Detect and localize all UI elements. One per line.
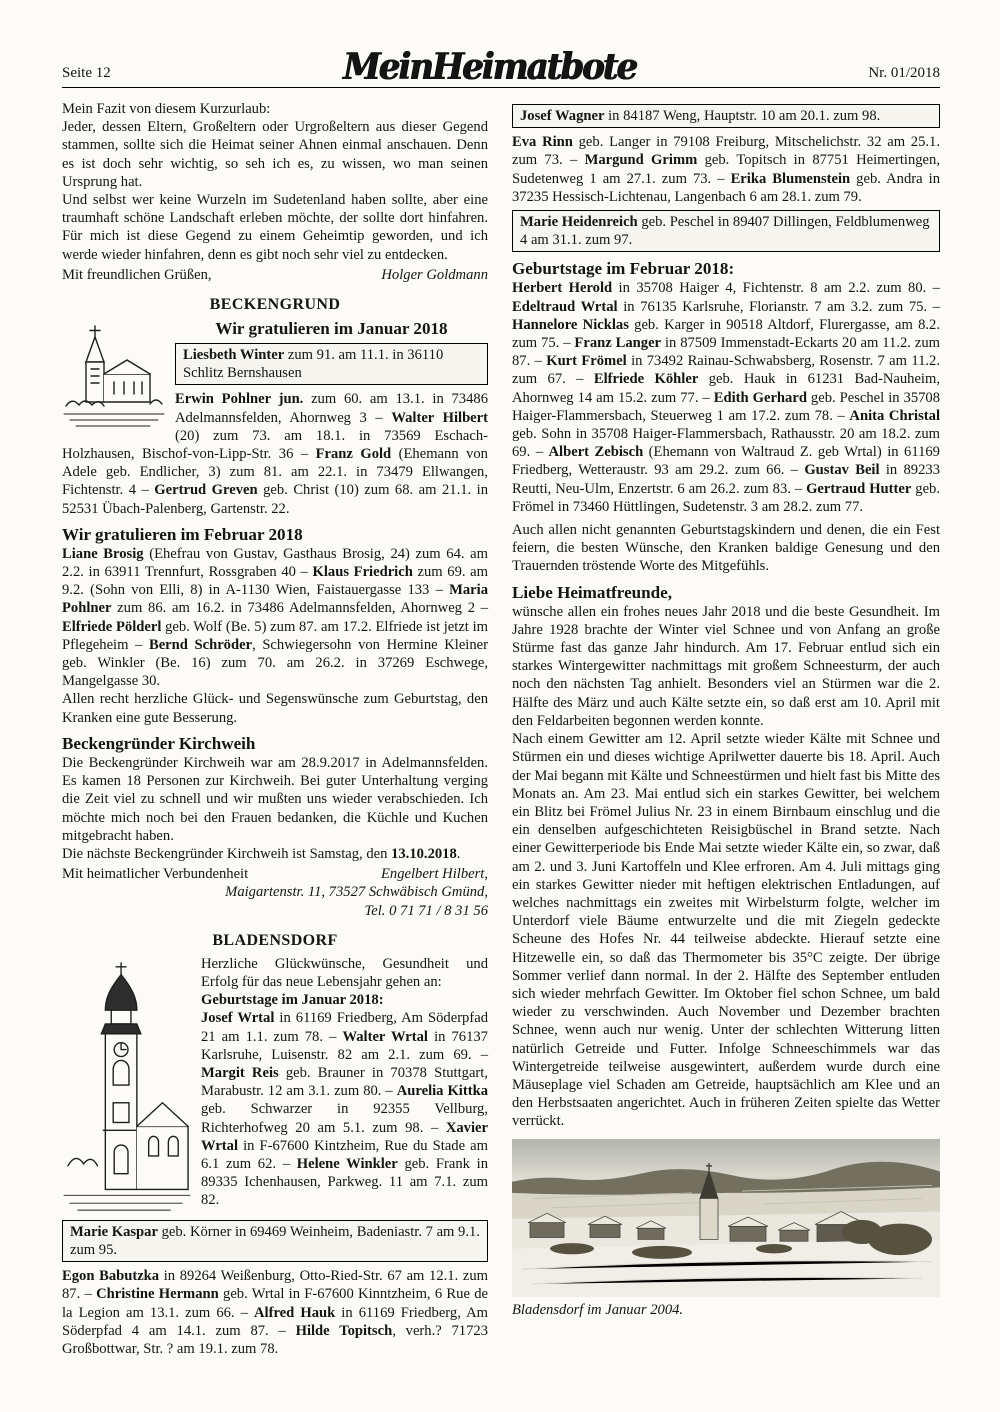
winter-village-photo-image <box>512 1139 940 1297</box>
right-february-wishes: Auch allen nicht genannten Geburtstagskindern und denen, die ein Fest feiern, die besten Wünsche, den Kranken baldige Genesung und den Trauernden tröstende Worte des Mitgefühls. <box>512 522 940 575</box>
intro-signature: Holger Goldmann <box>381 266 488 283</box>
intro-paragraph-2: Und selbst wer keine Wurzeln im Sudetenland haben sollte, aber eine traumhaft schöne Landschaft erleben möchte, der sollte dort hinfahren. Für mich ist diese Gegend zu einem Geheimtip geworden, und ich werde wieder hinfahren, denn es gibt noch sehr viel zu entdecken. <box>62 192 488 263</box>
bladensdorf-intro: Herzliche Glückwünsche, Gesundheit und Erfolg für das neue Lebensjahr gehen an: <box>201 955 488 990</box>
intro-closing: Mit freundlichen Grüßen, <box>62 266 212 283</box>
birthday-box-liesbeth-winter: Liesbeth Winter zum 91. am 11.1. in 36110 Schlitz Bernshausen <box>175 343 488 385</box>
beckengrund-january-text: Erwin Pohlner jun. zum 60. am 13.1. in 73486 Adelmannsfelden, Ahornweg 3 – Walter Hilbert (20) zum 73. am 18.1. in 73569 Eschach-Holzhausen, Bischof-von-Lipp-Str. 36 – Franz Gold (Ehemann von Adele geb. Endlicher, 3) zum 81. am 22.1. in 73479 Ellwangen, Fichtenstr. 4 – Gertrud Greven geb. Christ (10) zum 68. am 21.1. in 52531 Übach-Palenberg, Gartenstr. 22. <box>62 391 489 517</box>
intro-lead-line: Mein Fazit von diesem Kurzurlaub: <box>62 101 271 117</box>
kirchweih-next-date: Die nächste Beckengründer Kirchweih ist Samstag, den 13.10.2018. <box>62 845 461 862</box>
beckengrund-february-wishes: Allen recht herzliche Glück- und Segenswünsche zum Geburtstag, den Kranken eine gute Besserung. <box>62 691 488 726</box>
letter-paragraph-2: Nach einem Gewitter am 12. April setzte wieder Kälte mit Schnee und Stürmen ein und dieses wichtige Aprilwetter dauerte bis 18. April. Auch der Mai begann mit Kälte und Schneestürmen und hielt fast bis Mitte des Monats an. Am 23. Mai entlud sich ein starkes Gewitter, bei welchem ein Blitz bei Frömel Julius Nr. 23 in einem Birnbaum einschlug und die ein denselben aufgeschichteten Reisigbüschel in Brand setzte. Nach einer Gewitterperiode bis Ende Mai setzte wieder Kälte ein, so zwar, daß am 2. und 3. Juni Kartoffeln und Klee erfroren. Am 4. Juli mittags ging ein starkes Gewitter nieder mit heftigen elektrischen Entladungen, auf welches nachmittags ein zweites mit Wirbelsturm folgte, welcher im Unterdorf viele Bäume entwurzelte und die mit Ziegeln gedeckte Scheune des Hofes Nr. 44 teilweise abdeckte. Hierauf setzte eine Hitzewelle ein, so daß das Thermometer bis 35°C zeigte. Der übrige Sommer verlief dann normal. In der 2. Hälfte des September entluden sich wieder mehrfach Gewitter. Im Oktober fiel schon Schnee, um bald wieder zu verschwinden. Auch November und Dezember brachten Schnee, wenn auch nur wenig. Unter der schlechten Witterung litten natürlich Getreide und Futter. Infolge Schneeschimmels war das Wintergetreide teilweise ausgewintert, außerdem wurde durch eine Mäuseplage viel Schaden am Getreide, hauptsächlich am Klee und an den Herbstsaaten angerichtet. Auch in früheren Zeiten spielte das Wetter verrückt. <box>512 731 940 1130</box>
beckengrund-church-illustration <box>62 322 166 436</box>
right-january-text: Eva Rinn geb. Langer in 79108 Freiburg, Mitschelichstr. 32 am 25.1. zum 73. – Margund Grimm geb. Topitsch in 87751 Heimertingen, Sudetenweg 1 am 27.1. zum 73. – Erika Blumenstein geb. Andra in 37235 Hessisch-Lichtenau, Langenbach 6 am 28.1. zum 79. <box>512 134 940 205</box>
issue-number: Nr. 01/2018 <box>868 65 940 81</box>
beckengrund-block <box>62 319 488 518</box>
beckengrund-signature-address: Maigartenstr. 11, 73527 Schwäbisch Gmünd, <box>225 884 488 901</box>
birthday-box-marie-kaspar: Marie Kaspar geb. Körner in 69469 Weinheim, Badeniastr. 7 am 9.1. zum 95. <box>62 1220 488 1262</box>
bladensdorf-january-heading: Geburtstage im Januar 2018: <box>201 992 384 1009</box>
birthday-box-josef-wagner: Josef Wagner in 84187 Weng, Hauptstr. 10 am 20.1. zum 98. <box>512 104 940 128</box>
columns-container <box>62 100 940 1358</box>
right-column <box>512 100 940 1358</box>
intro-signature-row <box>62 266 488 284</box>
right-february-text: Herbert Herold in 35708 Haiger 4, Fichtenstr. 8 am 2.2. zum 80. – Edeltraud Wrtal in 76135 Karlsruhe, Florianstr. 7 am 3.2. zum 75. – Hannelore Nicklas geb. Karger in 90518 Altdorf, Flurergasse, am 8.2. zum 75. – Franz Langer in 87509 Immenstadt-Eckarts 20 am 11.2. zum 87. – Kurt Frömel in 73492 Rainau-Schwabsberg, Rosenstr. 7 am 11.2. zum 67. – Elfriede Köhler geb. Hauk in 61231 Bad-Nauheim, Ahornweg 14 am 15.2. zum 77. – Edith Gerhard geb. Peschel in 35708 Haiger-Flammersbach, Steuerweg 1 am 17.2. zum 78. – Anita Christal geb. Sohn in 35708 Haiger-Flammersbach, Rathausstr. 20 am 18.2. zum 69. – Albert Zebisch (Ehemann von Waltraud Z. geb Wrtal) in 61169 Friedberg, Wetteraustr. 93 am 29.2. zum 66. – Gustav Beil in 89233 Reutti, Neu-Ulm, Enzertstr. 6 am 26.2. zum 83. – Gertraud Hutter geb. Frömel in 73460 Hüttlingen, Sudetenstr. 3 am 28.2. zum 77. <box>512 280 941 515</box>
left-column <box>62 100 488 1358</box>
birthday-box-marie-heidenreich: Marie Heidenreich geb. Peschel in 89407 Dillingen, Feldblumenweg 4 am 31.1. zum 97. <box>512 210 940 252</box>
kirchweih-heading: Beckengründer Kirchweih <box>62 733 256 753</box>
letter-paragraph-1: wünsche allen ein frohes neues Jahr 2018 und die beste Gesundheit. Im Jahre 1928 brachte der Winter viel Schnee und von Anfang an große Stürme fast das ganze Jahr hindurch. Am 17. Februar entlud sich ein starkes Wintergewitter nachmittags mit großem Schneesturm, der auch noch den nächsten Tag anhielt. Besonders viel an Stürmen war die 2. Hälfte des März und auch Kälte setzte ein, so daß erst am 10. April mit den Feldarbeiten begonnen werden konnte. <box>512 603 940 729</box>
intro-paragraph-1: Jeder, dessen Eltern, Großeltern oder Urgroßeltern aus dieser Gegend stammen, sollte sich die Heimat seiner Ahnen einmal anschauen. Denn es ist doch sehr wichtig, so seh ich es, zu wissen, wo man seinen Ursprung hat. <box>62 119 488 190</box>
bladensdorf-january-text: Josef Wrtal in 61169 Friedberg, Am Söderpfad 21 am 1.1. zum 78. – Walter Wrtal in 76137 Karlsruhe, Luisenstr. 82 am 2.1. zum 69. – Margit Reis geb. Brauner in 70378 Stuttgart, Marabustr. 12 am 3.1. zum 80. – Aurelia Kittka geb. Schwarzer in 92355 Vellburg, Richterhofweg 20 am 5.1. zum 98. – Xavier Wrtal in F-67600 Kintzheim, Rue du Stade am 6.1 zum 62. – Helene Winkler geb. Frank in 89335 Ichenhausen, Parkweg. 11 am 7.1. zum 82. <box>201 1010 488 1209</box>
bladensdorf-block <box>62 955 488 1210</box>
page-header <box>62 44 940 88</box>
beckengrund-closing: Mit heimatlicher Verbundenheit <box>62 866 249 883</box>
bladensdorf-church-illustration <box>62 958 192 1218</box>
page-number: Seite 12 <box>62 65 111 81</box>
beckengrund-signature-phone: Tel. 0 71 71 / 8 31 56 <box>364 902 488 919</box>
right-february-heading: Geburtstage im Februar 2018: <box>512 259 735 279</box>
beckengrund-title: BECKENGRUND <box>209 296 341 314</box>
village-winter-photo <box>512 1139 940 1319</box>
photo-caption: Bladensdorf im Januar 2004. <box>512 1301 684 1318</box>
kirchweih-text: Die Beckengründer Kirchweih war am 28.9.2017 in Adelmannsfelden. Es kamen 18 Personen zur Kirchweih. Bei guter Unterhaltung verging die Zeit viel zu schnell und wir mußten uns wieder verabschieden. Ich möchte mich noch bei den Frauen bedanken, die Küchle und Kuchen mitgebracht haben. <box>62 754 488 844</box>
january-greeting-heading: Wir gratulieren im Januar 2018 <box>215 319 448 339</box>
beckengrund-signature-row <box>62 865 488 883</box>
letter-heading: Liebe Heimatfreunde, <box>512 582 673 602</box>
bladensdorf-title: BLADENSDORF <box>212 931 338 949</box>
february-greeting-heading: Wir gratulieren im Februar 2018 <box>62 524 303 544</box>
beckengrund-signature-name: Engelbert Hilbert, <box>380 866 488 883</box>
bladensdorf-january-text-2: Egon Babutzka in 89264 Weißenburg, Otto-Ried-Str. 67 am 12.1. zum 87. – Christine Hermann geb. Wrtal in F-67600 Kinntzheim, 6 Rue de la Legion am 13.1. zum 66. – Alfred Hauk in 61169 Friedberg, Am Söderpfad 4 am 14.1. zum 87. – Hilde Topitsch, verh.? 71723 Großbottwar, Str. ? am 19.1. zum 78. <box>62 1268 488 1357</box>
masthead-logo: MeinHeimatbote <box>343 45 637 89</box>
beckengrund-february-text: Liane Brosig (Ehefrau von Gustav, Gasthaus Brosig, 24) zum 64. am 2.2. in 63911 Trennfurt, Rossgraben 40 – Klaus Friedrich zum 69. am 9.2. (Sohn von Elli, 8) in A-1130 Wien, Faistauergasse 133 – Maria Pohlner zum 86. am 16.2. in 73486 Adelmannsfelden, Ahornweg 2 – Elfriede Pölderl geb. Wolf (Be. 5) zum 87. am 17.2. Elfriede ist jetzt im Pflegeheim – Bernd Schröder, Schwiegersohn von Hermine Kleiner geb. Winkler (Be. 16) zum 70. am 26.2. in 37269 Eschwege, Mangelgasse 30. <box>62 545 488 690</box>
